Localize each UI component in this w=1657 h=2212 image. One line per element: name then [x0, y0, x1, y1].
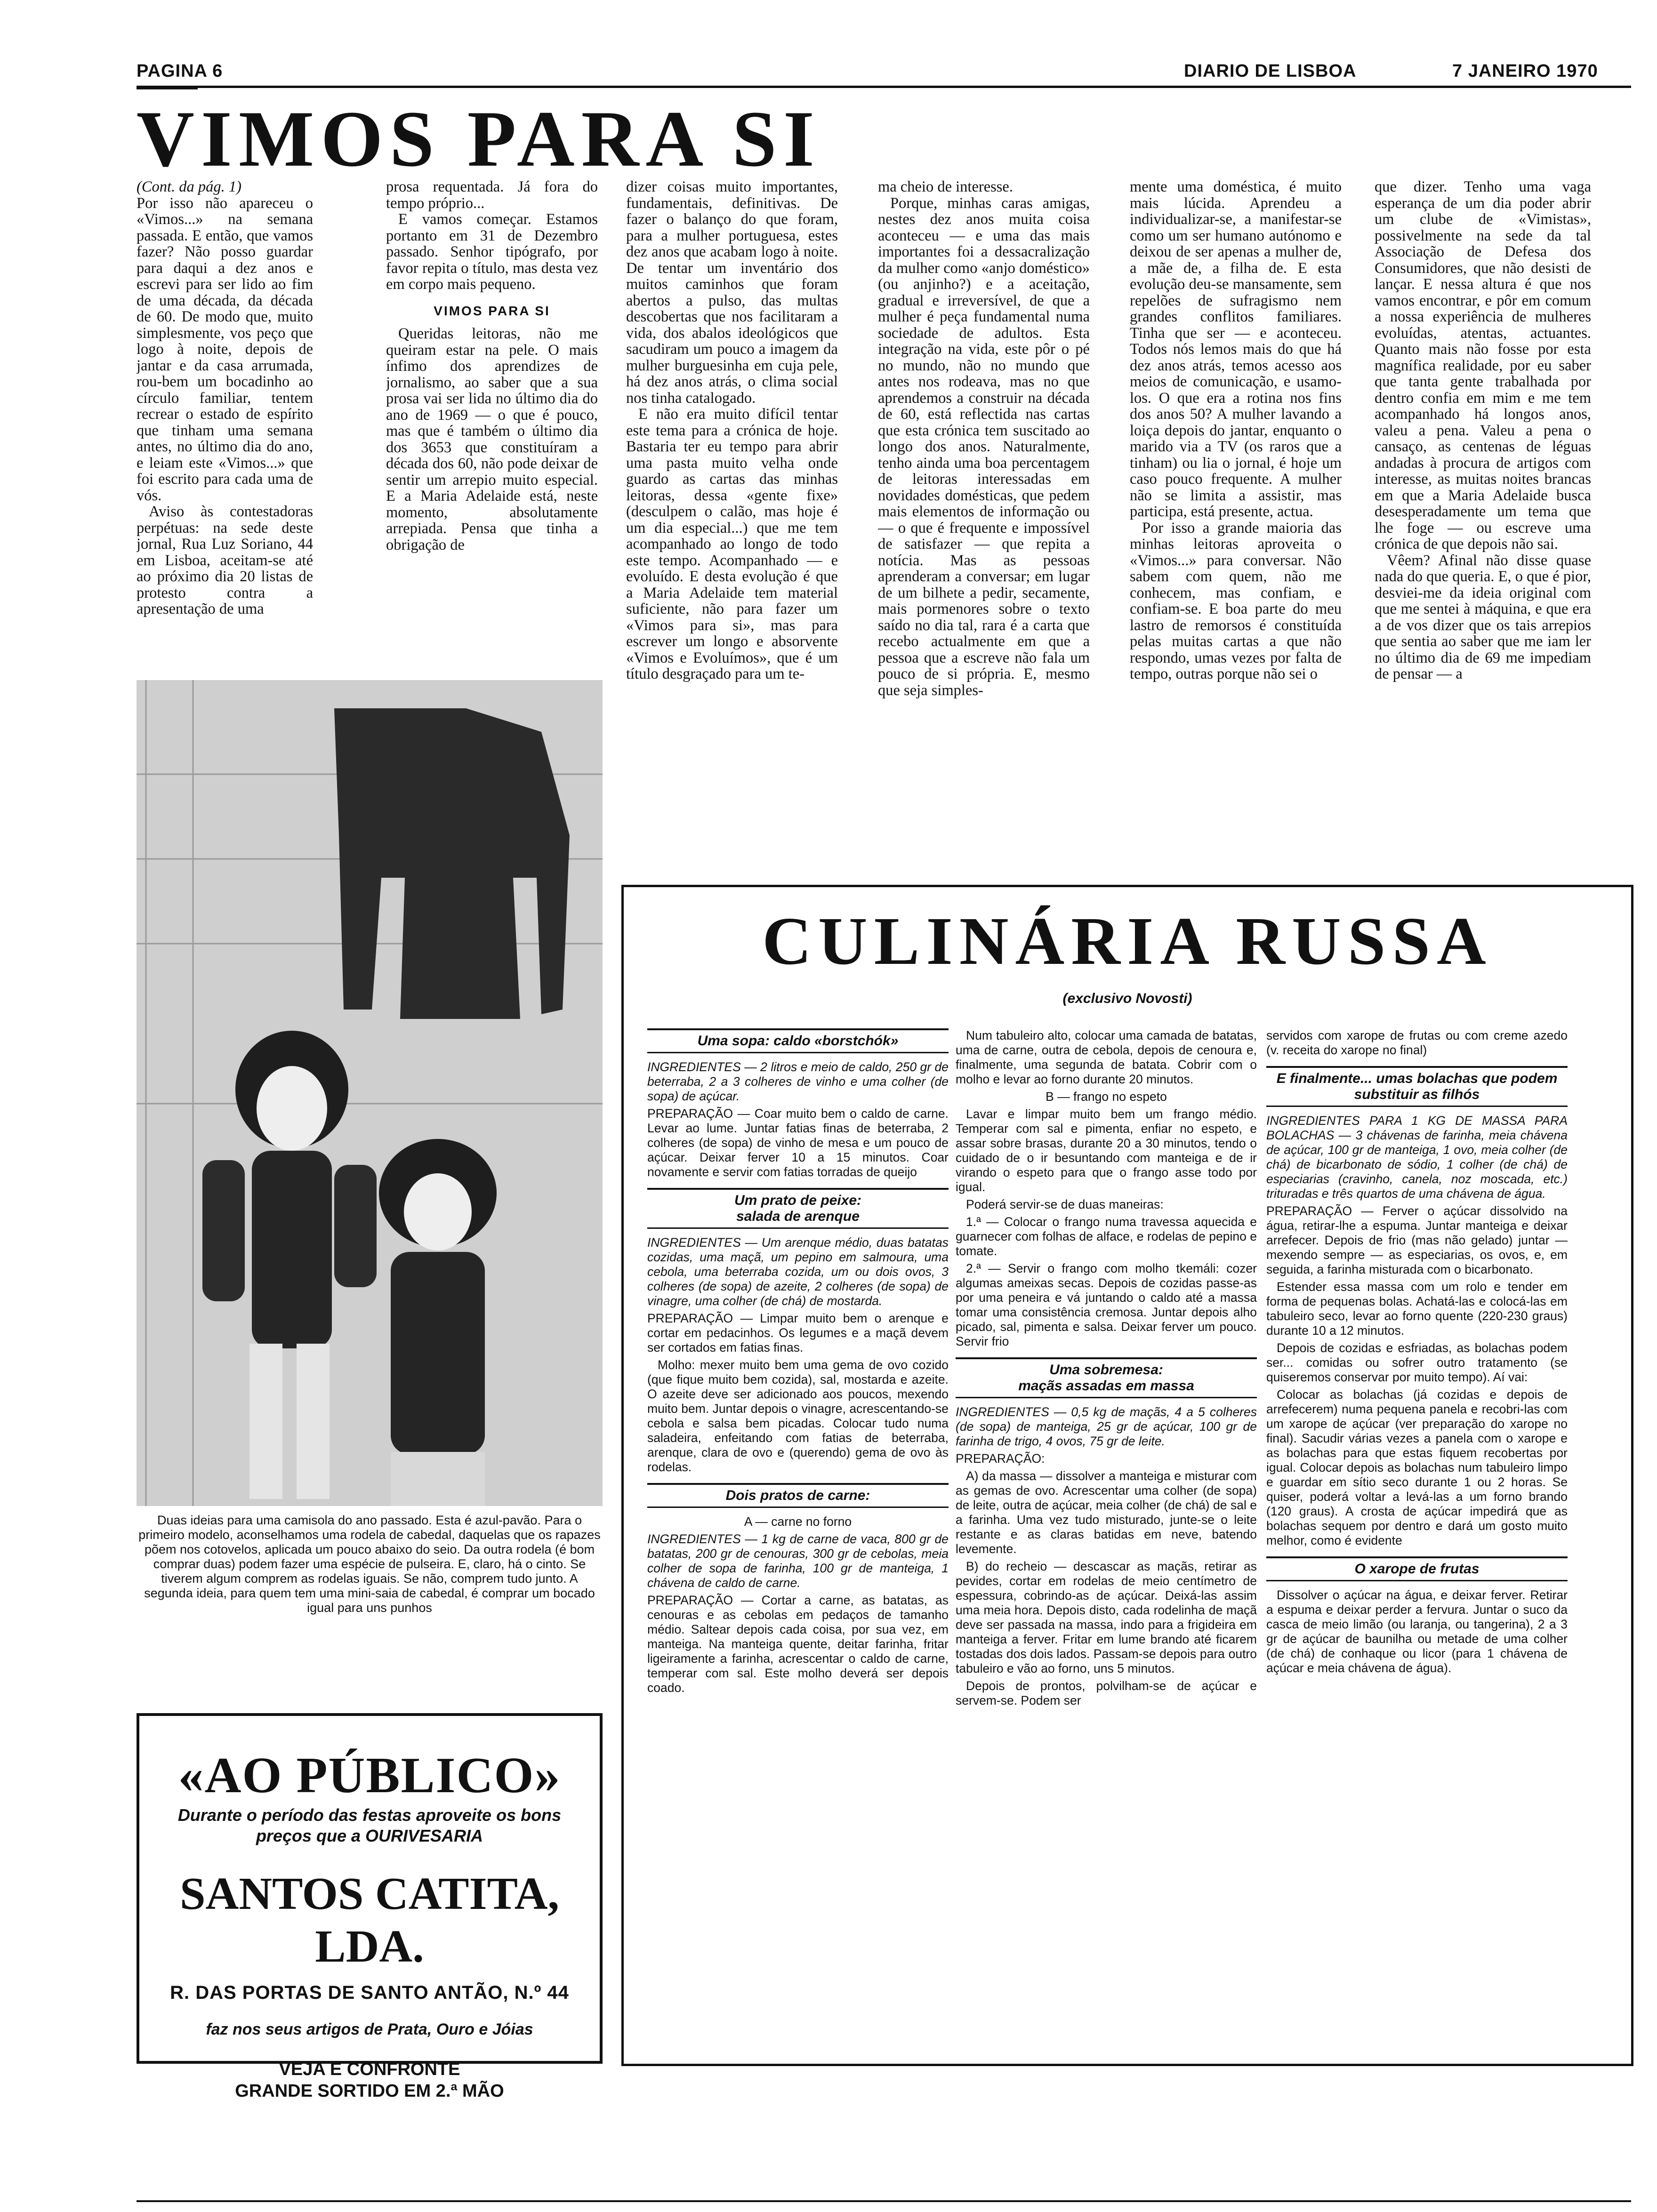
paragraph: mente uma doméstica, é muito mais lúcida. Aprendeu a individualizar-se, a manifestar-se como um ser humano autónomo e deixou de ser apenas a mulher de, a mãe de, a filha de. E esta evolução deu-se mansamente, sem repelões de sufragismo nem grandes conflitos familiares. Tinha que ser — e aconteceu. Todos nós lemos mais do que há dez anos atrás, temos acesso aos meios de comunicação, e usamo-los. O que era a rotina nos fins dos anos 50? A mulher lavando a loiça depois do jantar, enquanto o marido via a TV (os raros que a tinham) ou lia o jornal, é hoje um caso pouco frequente. A mulher não se limita a assistir, mas participa, está presente, actua.	[1130, 179, 1342, 520]
ad-company: SANTOS CATITA, LDA.	[179, 1868, 559, 1972]
issue-date: 7 JANEIRO 1970	[1452, 61, 1598, 81]
photo-caption: Duas ideias para uma camisola do ano passado. Esta é azul-pavão. Para o primeiro modelo, aconselhamos uma rodela de cabedal, daquelas que os rapazes põem nos cotovelos, aplicada um pouco abaixo do seio. Da outra rodela (é bom comprar duas) podem fazer uma espécie de pulseira. E, claro, há o cinto. Se tiverem algum comprem as rodelas iguais. Se não, comprem tudo junto. A segunda ideia, para quem tem uma mini-saia de cabedal, é comprar um bocado igual para uns punhos	[138, 1513, 601, 1615]
paragraph: 2.ª — Servir o frango com molho tkemáli: cozer algumas ameixas secas. Depois de cozidas passe-as por uma peneira e vá juntando o caldo até a massa tomar uma consistência cremosa. Juntar depois alho picado, sal, pimenta e salsa. Deixar ferver um pouco. Servir frio	[956, 1261, 1257, 1348]
ad-title: «AO PÚBLICO»	[178, 1747, 561, 1803]
paragraph: B) do recheio — descascar as maçãs, retirar as pevides, cortar em rodelas de meio centímetro de espessura, cobrindo-as de açúcar. Deixá-las assim uma meia hora. Depois disto, cada rodelinha de maçã deve ser passada na massa, indo para a frigideira em manteiga a ferver. Fritar em lume brando até ficarem tostadas dos dois lados. Passam-se depois para outro tabuleiro e vão ao forno, uns 5 minutos.	[956, 1559, 1257, 1675]
paragraph: Depois de prontos, polvilham-se de açúcar e servem-se. Podem ser	[956, 1679, 1257, 1707]
fashion-photo	[137, 680, 603, 1506]
newspaper-name: DIARIO DE LISBOA	[1184, 61, 1357, 81]
recipe-heading-line-1: Uma sobremesa:	[1049, 1362, 1163, 1378]
paragraph: Por isso não apareceu o «Vimos...» na semana passada. E então, que vamos fazer? Não posso guardar para daqui a dez anos e escrevi para ser lido ao fim de uma década, da década de 60. De modo que, muito simplesmente, vos peço que logo à noite, depois de jantar e da casa arrumada, rou-bem um bocadinho ao círculo familiar, tentem recrear o estado de espírito que tinham uma semana antes, no último dia do ano, e leiam este «Vimos...» que foi escrito para cada uma de vós.	[137, 194, 313, 504]
article-column-3	[626, 179, 838, 866]
paragraph: Lavar e limpar muito bem um frango médio. Temperar com sal e pimenta, enfiar no espeto, e assar sobre brasas, durante 20 a 30 minutos, tendo o cuidado de o ir besuntando com manteiga e de ir virando o espeto para que o frango asse todo por igual.	[956, 1107, 1257, 1194]
bottom-rule	[137, 2200, 1631, 2202]
article-title: VIMOS PARA SI	[137, 95, 821, 183]
paragraph: que dizer. Tenho uma vaga esperança de um dia poder abrir um clube de «Vimistas», possivelmente na sede da tal Associação de Defesa dos Consumidores, que não desisti de lançar. E nessa altura é que nos vamos encontrar, e pôr em comum a nossa experiência de mulheres evoluídas, atentas, actuantes. Quanto mais não fosse por esta magnífica realidade, por eu saber que tanta gente trabalhada por dentro confia em mim e me tem acompanhado há longos anos, valeu a pena. Valeu a pena o cansaço, as centenas de léguas andadas à procura de artigos com interesse, as muitas noites brancas em que a Maria Adelaide busca desesperadamente um tema que lhe foge — ou escreve uma crónica de que depois não sai.	[1375, 179, 1591, 553]
recipe-preparation: PREPARAÇÃO:	[956, 1451, 1045, 1466]
ad-products: faz nos seus artigos de Prata, Ouro e Jóias	[206, 2020, 533, 2038]
recipe-preparation: PREPARAÇÃO — Ferver o açúcar dissolvido na água, retirar-lhe a espuma. Juntar manteiga e deixar arrefecer. Depois de frio (mas não gelado) juntar — mexendo sempre — as especiarias, os ovos, e, em seguida, a farinha misturada com o bicarbonato.	[1266, 1204, 1568, 1276]
recipe-heading-line-2: maçãs assadas em massa	[1018, 1378, 1194, 1394]
recipe-heading	[647, 1188, 949, 1229]
recipe-ingredients: INGREDIENTES — Um arenque médio, duas batatas cozidas, uma maçã, um pepino em salmoura, uma cebola, uma beterraba cozida, um ou dois ovos, 3 colheres (de sopa) de azeite, 2 colheres (de sopa) de vinagre, uma colher (de chá) de mostarda.	[647, 1235, 949, 1308]
continuation-note: (Cont. da pág. 1)	[137, 179, 241, 195]
article-column-4	[878, 179, 1090, 866]
article-subtitle: VIMOS PARA SI	[434, 303, 550, 318]
recipe-sauce: Molho: mexer muito bem uma gema de ovo cozido (que fique muito bem cozida), sal, mostarda e azeite. O azeite deve ser adicionado aos poucos, mexendo muito bem. Juntar depois o vinagre, acrescentando-se cebola e salsa bem picadas. Colocar tudo numa saladeira, enfeitando com fatias de beterraba, arenque, clara de ovo e (querendo) gema de ovo às rodelas.	[647, 1358, 949, 1474]
paragraph: Vêem? Afinal não disse quase nada do que queria. E, o que é pior, desviei-me da ideia original com que me sentei à máquina, e que era a de vos dizer que os tais arrepios que sentia ao saber que me iam ler no último dia de 69 me impediam de pensar — a	[1375, 552, 1591, 682]
recipes-subtitle: (exclusivo Novosti)	[1062, 991, 1192, 1006]
recipe-subheading: B — frango no espeto	[1046, 1090, 1167, 1104]
paragraph: Estender essa massa com um rolo e tender em forma de pequenas bolas. Achatá-las e colocá-las em tabuleiro seco, levar ao forno quente (220-230 graus) durante 10 a 12 minutos.	[1266, 1280, 1568, 1338]
recipe-heading: Dois pratos de carne:	[647, 1483, 949, 1508]
recipe-heading: O xarope de frutas	[1266, 1556, 1568, 1581]
fashion-photo-illustration	[137, 680, 603, 1506]
recipe-heading: Uma sopa: caldo «borstchók»	[647, 1028, 949, 1053]
recipes-title: CULINÁRIA RUSSA	[762, 904, 1493, 979]
paragraph: Colocar as bolachas (já cozidas e depois de arrefecerem) numa pequena panela e recobri-las com um xarope de açúcar (ver preparação do xarope no final). Sacudir várias vezes a panela com o xarope e as bolachas para que estas fiquem recobertas por igual. Colocar depois as bolachas num tabuleiro limpo e guardar em sítio seco durante 1 ou 2 horas. Se quiser, poderá voltar a levá-las a um forno brando (120 graus). A crosta de açúcar impedirá que as bolachas sequem por dentro e dará um gosto muito melhor, como é evidente	[1266, 1387, 1568, 1547]
paragraph: Depois de cozidas e esfriadas, as bolachas podem ser... comidas ou sofrer outro tratamento (se quiseremos conservar por muito tempo). Aí vai:	[1266, 1341, 1568, 1384]
paragraph: dizer coisas muito importantes, fundamentais, definitivas. De fazer o balanço do que foram, para a mulher portuguesa, estes dez anos que acabam logo à noite. De tentar um inventário dos muitos caminhos que foram abertos a pulso, das multas descobertas que nos facilitaram a vida, dos abalos ideológicos que sacudiram um pouco a imagem da mulher burguesinha em cuja pele, há dez anos atrás, o clima social nos tinha catalogado.	[626, 179, 838, 407]
article-column-6	[1375, 179, 1591, 866]
article-column-5	[1130, 179, 1342, 866]
paragraph: Queridas leitoras, não me queiram estar na pele. O mais ínfimo dos aprendizes de jornalismo, ao saber que a sua prosa vai ser lida no último dia do ano de 1969 — o que é pouco, mas que é também o último dia dos 3653 que constituíram a década dos 60, não pode deixar de sentir um arrepio muito especial. E a Maria Adelaide está, neste momento, absolutamente arrepiada. Pensa que tinha a obrigação de	[386, 325, 598, 553]
recipes-column-3	[1266, 1028, 1568, 2054]
recipe-heading-line-1: Um prato de peixe:	[734, 1193, 862, 1208]
recipe-preparation: PREPARAÇÃO — Cortar a carne, as batatas, as cenouras e as cebolas em pedaços de tamanho médio. Saltear depois cada coisa, por sua vez, em manteiga. Na manteiga quente, deitar farinha, fritar ligeiramente a farinha, acrescentar o caldo de carne, temperar com sal. Este molho deverá ser depois coado.	[647, 1593, 949, 1695]
paragraph: E vamos começar. Estamos portanto em 31 de Dezembro passado. Senhor tipógrafo, por favor repita o título, mas desta vez em corpo mais pequeno.	[386, 211, 598, 293]
recipe-preparation: PREPARAÇÃO — Limpar muito bem o arenque e cortar em pedacinhos. Os legumes e a maçã devem ser cortados em fatias finas.	[647, 1311, 949, 1354]
page-number: PAGINA 6	[137, 61, 223, 81]
recipes-column-1	[647, 1028, 949, 2054]
recipe-ingredients: INGREDIENTES — 2 litros e meio de caldo, 250 gr de beterraba, 2 a 3 colheres de vinho e uma colher (de sopa) de açúcar.	[647, 1060, 949, 1103]
paragraph: Dissolver o açúcar na água, e deixar ferver. Retirar a espuma e deixar perder a fervura. Juntar o suco da casca de meio limão (ou laranja, ou tangerina), 2 a 3 gr de açúcar de baunilha ou metade de uma colher (de chá) de conhaque ou licor (para 1 chávena de açúcar e meia chávena de água).	[1266, 1588, 1568, 1675]
paragraph: 1.ª — Colocar o frango numa travessa aquecida e guarnecer com folhas de alface, e rodelas de pepino e tomate.	[956, 1215, 1257, 1258]
paragraph: Aviso às contestadoras perpétuas: na sede deste jornal, Rua Luz Soriano, 44 em Lisboa, aceitam-se até ao próximo dia 20 listas de protesto contra a apresentação de uma	[137, 503, 313, 617]
recipe-heading-line-2: salada de arenque	[736, 1209, 860, 1224]
paragraph: Num tabuleiro alto, colocar uma camada de batatas, uma de carne, outra de cebola, depois de cenoura e, finalmente, uma segunda de batata. Cobrir com o molho e levar ao forno durante 20 minutos.	[956, 1028, 1257, 1086]
recipe-heading: E finalmente... umas bolachas que podem substituir as filhós	[1266, 1066, 1568, 1107]
ad-line-1: Durante o período das festas aproveite os bons	[177, 1805, 562, 1825]
article-column-2	[386, 179, 598, 659]
recipe-ingredients: INGREDIENTES — 1 kg de carne de vaca, 800 gr de batatas, 200 gr de cenouras, 300 gr de cebolas, meia colher de sopa de farinha, 100 gr de manteiga, 1 chávena de caldo de carne.	[647, 1532, 949, 1590]
paragraph: Porque, minhas caras amigas, nestes dez anos muita coisa aconteceu — e uma das mais importantes foi a dessacralização da mulher como «anjo doméstico» (ou anjinho?) e a aceitação, gradual e irreversível, de que a mulher é peça fundamental numa sociedade de adultos. Esta integração na vida, este pôr o pé no mundo, não no mundo que antes nos rodeava, mas no que aprendemos a construir na década de 60, está reflectida nas cartas que esta crónica tem suscitado ao longo dos anos. Naturalmente, tenho ainda uma boa percentagem de leitoras interessadas em novidades domésticas, que pedem mais elementos de informação ou — o que é frequente e impossível de satisfazer — que repita a notícia. Mas as pessoas aprenderam a conversar; em lugar de um bilhete a pedir, secamente, mais pormenores sobre o texto saído no dia tal, rara é a carta que recebo actualmente em que a pessoa que a escreve não fala um pouco de si própria. E, mesmo que seja simples-	[878, 194, 1090, 699]
recipe-ingredients: INGREDIENTES — 0,5 kg de maçãs, 4 a 5 colheres (de sopa) de manteiga, 25 gr de açúcar, 100 gr de farinha de trigo, 4 ovos, 75 gr de leite.	[956, 1405, 1257, 1448]
recipe-subheading: A — carne no forno	[744, 1515, 852, 1529]
ad-address: R. DAS PORTAS DE SANTO ANTÃO, N.º 44	[170, 1982, 569, 2003]
paragraph: servidos com xarope de frutas ou com creme azedo (v. receita do xarope no final)	[1266, 1028, 1568, 1057]
paragraph: Poderá servir-se de duas maneiras:	[966, 1197, 1164, 1211]
ad-cta-2: GRANDE SORTIDO EM 2.ª MÃO	[235, 2081, 504, 2101]
paragraph: A) da massa — dissolver a manteiga e misturar com as gemas de ovo. Acrescentar uma colher (de sopa) de leite, outra de açúcar, meia colher (de chá) de sal e a farinha. Uma vez tudo misturado, junte-se o leite restante e as claras batidas em neve, batendo levemente.	[956, 1469, 1257, 1556]
paragraph: E não era muito difícil tentar este tema para a crónica de hoje. Bastaria ter eu tempo para abrir uma pasta muito velha onde guardo as cartas das minhas leitoras, dessa «gente fixe» (desculpem o calão, mas hoje é um dia especial...) que me tem acompanhado ao longo de todo este tempo. Acompanhado — e evoluído. E desta evolução é que a Maria Adelaide tem material suficiente, não para fazer um «Vimos para si», mas para escrever um longo e absorvente «Vimos e Evoluímos», que é um título desgraçado para um te-	[626, 406, 838, 682]
recipe-ingredients: INGREDIENTES PARA 1 KG DE MASSA PARA BOLACHAS — 3 chávenas de farinha, meia chávena de açúcar, 100 gr de manteiga, 1 ovo, meia colher (de chá) de bicarbonato de sódio, 1 colher (de chá) de especiarias (cravinho, canela, noz moscada, etc.) trituradas e três quartos de uma chávena de água.	[1266, 1114, 1568, 1201]
paragraph: prosa requentada. Já fora do tempo próprio...	[386, 179, 598, 212]
header-rule	[137, 86, 1631, 88]
page-number-underline	[137, 88, 198, 89]
jewelry-advertisement	[137, 1713, 603, 2101]
paragraph: Por isso a grande maioria das minhas leitoras aproveita o «Vimos...» para conversar. Não sabem com quem, não me conhecem, mas confiam, e confiam-se. E boa parte do meu lastro de remorsos é constituída pelas muitas cartas a que não respondo, umas vezes por falta de tempo, outras porque não sei o	[1130, 519, 1342, 682]
recipe-heading	[956, 1357, 1257, 1398]
ad-line-2: preços que a OURIVESARIA	[256, 1826, 483, 1845]
recipe-preparation: PREPARAÇÃO — Coar muito bem o caldo de carne. Levar ao lume. Juntar fatias finas de beterraba, 2 colheres (de sopa) de vinho de mesa e um pouco de açúcar. Deixar ferver 10 a 15 minutos. Coar novamente e servir com fatias torradas de queijo	[647, 1106, 949, 1179]
ad-cta-1: VEJA E CONFRONTE	[279, 2060, 460, 2079]
paragraph: ma cheio de interesse.	[878, 179, 1013, 195]
recipes-column-2	[956, 1028, 1257, 2054]
article-column-1	[137, 179, 313, 659]
